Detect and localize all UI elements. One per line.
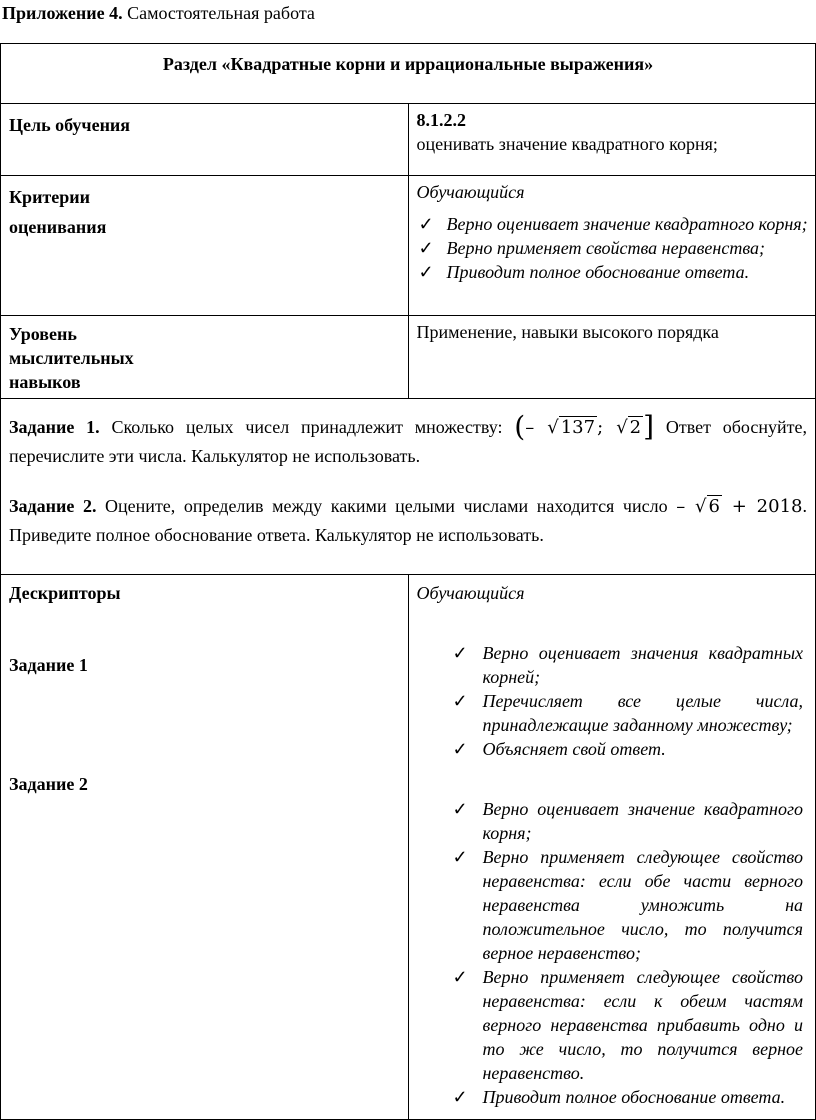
level-label-line1: Уровень	[9, 324, 77, 344]
level-label-line2: мыслительных	[9, 348, 134, 368]
level-label	[1, 316, 409, 399]
open-paren-icon: (	[514, 410, 526, 443]
criteria-item-text: Приводит полное обоснование ответа.	[446, 262, 750, 282]
descriptor-item	[452, 965, 812, 1085]
descriptors-row	[1, 575, 816, 1120]
descriptor-item-text: Верно применяет следующее свойство неравенства: если к обеим частям верного неравенства прибавить одно и то же число, то получится верное неравенство.	[482, 967, 803, 1083]
level-row	[1, 316, 816, 399]
lesson-table-frame	[0, 43, 816, 1120]
descriptors-label: Дескрипторы	[9, 583, 121, 603]
check-icon: ✓	[418, 238, 434, 258]
title-rest: Самостоятельная работа	[122, 3, 315, 23]
tasks-cell	[1, 399, 816, 575]
close-bracket-icon: ]	[643, 410, 655, 443]
descriptors-task1-label: Задание 1	[9, 655, 88, 675]
check-icon: ✓	[418, 214, 434, 234]
section-row	[1, 44, 816, 104]
descriptors-task2-list	[417, 797, 812, 1109]
criteria-item	[418, 212, 810, 236]
criteria-item-text: Верно оценивает значение квадратного корня;	[446, 214, 808, 234]
descriptor-item-text: Верно оценивает значения квадратных корней;	[482, 643, 803, 687]
criteria-item-text: Верно применяет свойства неравенства;	[446, 238, 766, 258]
descriptor-item-text: Объясняет свой ответ.	[482, 739, 666, 759]
task1-radicand-b: 2	[629, 417, 642, 438]
level-text: Применение, навыки высокого порядка	[408, 316, 816, 399]
descriptors-cell	[408, 575, 816, 1120]
task2-plus: + 2018	[731, 496, 803, 517]
task1	[9, 410, 807, 470]
criteria-item	[418, 236, 810, 260]
level-label-line3: навыков	[9, 372, 81, 392]
check-icon: ✓	[452, 691, 468, 711]
descriptor-item	[452, 689, 812, 737]
task2-label: Задание 2.	[9, 496, 97, 516]
task1-radicand-a: 137	[560, 417, 596, 438]
criteria-cell	[408, 176, 816, 316]
task1-text-b: Ответ обоснуйте, перечислите эти числа. Калькулятор не использовать.	[9, 417, 807, 466]
descriptor-item	[452, 797, 812, 845]
descriptor-item-text: Перечисляет все целые числа, принадлежащие заданному множеству;	[482, 691, 803, 735]
task2-text-a: Оцените, определив между какими целыми числами находится число	[96, 496, 677, 516]
check-icon: ✓	[452, 643, 468, 663]
page-title	[2, 2, 315, 24]
task1-set: (– √ 137 ; √ 2]	[514, 410, 655, 443]
descriptors-labels	[1, 575, 409, 1120]
task2	[9, 492, 807, 549]
descriptors-task2-label: Задание 2	[9, 774, 88, 794]
descriptors-task1-list	[417, 641, 812, 761]
criteria-item	[418, 260, 810, 284]
goal-cell	[408, 104, 816, 176]
goal-label: Цель обучения	[1, 104, 409, 176]
criteria-list	[417, 212, 810, 284]
task1-minus: –	[525, 417, 535, 438]
task1-label: Задание 1.	[9, 417, 100, 437]
task2-text-b: . Приведите полное обоснование ответа. Калькулятор не использовать.	[9, 496, 807, 545]
check-icon: ✓	[418, 262, 434, 282]
section-title: Раздел «Квадратные корни и иррациональные выражения»	[1, 44, 816, 104]
task1-sep: ;	[597, 417, 604, 438]
descriptors-lead: Обучающийся	[416, 583, 525, 603]
check-icon: ✓	[452, 799, 468, 819]
task2-radicand: 6	[708, 496, 720, 517]
task2-expr: – √ 6 + 2018	[676, 496, 803, 517]
task2-minus: –	[676, 496, 686, 517]
goal-text: оценивать значение квадратного корня;	[416, 134, 718, 154]
criteria-label-line1: Критерии	[9, 187, 91, 207]
lesson-table	[0, 43, 816, 1120]
criteria-label	[1, 176, 409, 316]
tasks-row	[1, 399, 816, 575]
descriptor-item	[452, 1085, 812, 1109]
descriptor-item	[452, 737, 812, 761]
criteria-lead: Обучающийся	[416, 182, 525, 202]
descriptor-item-text: Верно применяет следующее свойство неравенства: если обе части верного неравенства умножить на положительное число, то получится верное неравенство;	[482, 847, 803, 963]
criteria-label-line2: оценивания	[9, 217, 107, 237]
check-icon: ✓	[452, 967, 468, 987]
descriptor-item-text: Приводит полное обоснование ответа.	[482, 1087, 786, 1107]
check-icon: ✓	[452, 739, 468, 759]
check-icon: ✓	[452, 847, 468, 867]
descriptor-item	[452, 845, 812, 965]
goal-code: 8.1.2.2	[416, 110, 466, 130]
descriptor-item-text: Верно оценивает значение квадратного корня;	[482, 799, 803, 843]
check-icon: ✓	[452, 1087, 468, 1107]
task1-text-a: Сколько целых чисел принадлежит множеству:	[99, 417, 515, 437]
descriptor-item	[452, 641, 812, 689]
title-bold: Приложение 4.	[2, 3, 123, 23]
goal-row	[1, 104, 816, 176]
criteria-row	[1, 176, 816, 316]
